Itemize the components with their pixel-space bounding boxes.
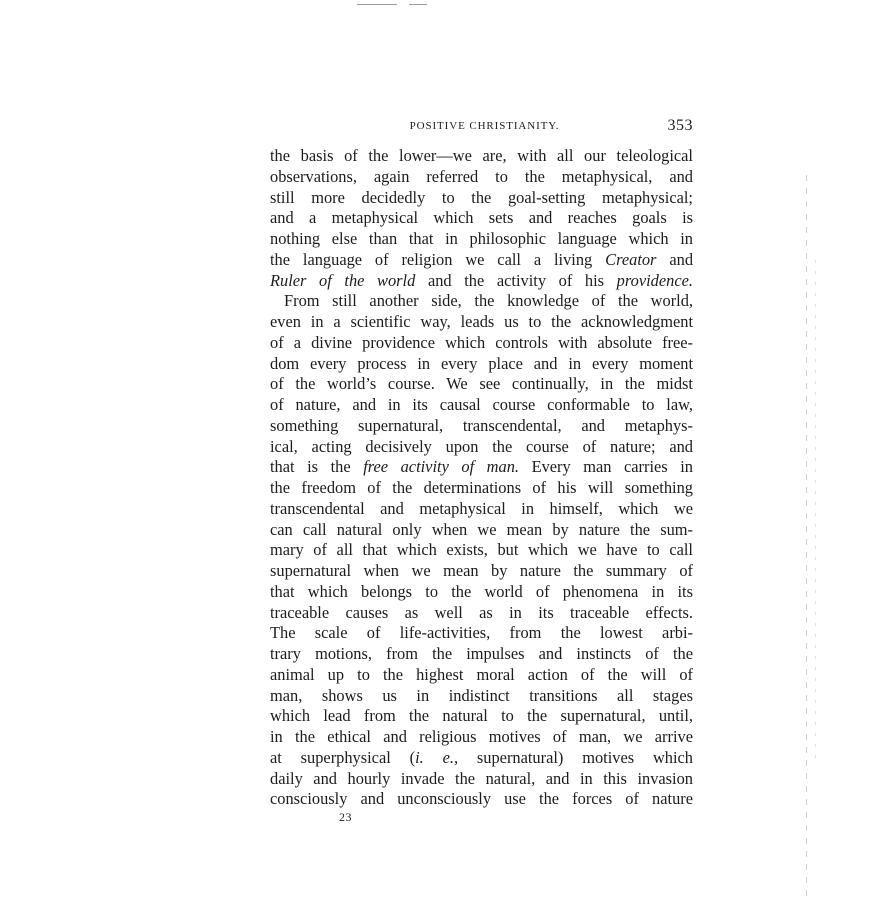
text-line: of the world’s course. We see continually, in the midst [270, 374, 693, 394]
text-line: in the ethical and religious motives of man, we arrive [270, 727, 693, 746]
signature-mark: 23 [339, 810, 352, 824]
text-line: dom every process in every place and in every moment [270, 353, 693, 373]
text-line: can call natural only when we mean by nature the sum- [270, 519, 693, 539]
text-span: and the activity of his [427, 270, 605, 290]
emphasis-text: providence. [616, 270, 693, 290]
text-line: of nature, and in its causal course conformable to law, [270, 395, 693, 414]
text-span: at superphysical ( [270, 747, 416, 767]
text-span: the language of religion we call a living [270, 249, 593, 269]
text-line: of a divine providence which controls with absolute free- [270, 332, 693, 352]
text-line: the freedom of the determinations of his will something [270, 478, 693, 497]
text-line: nothing else than that in philosophic language which in [270, 229, 693, 248]
text-line: supernatural when we mean by nature the summary of [270, 561, 693, 580]
text-line: something supernatural, transcendental, and metaphys- [270, 415, 693, 435]
top-rule [357, 4, 397, 5]
text-span: that is the [270, 457, 351, 477]
text-line: consciously and unconsciously use the forces of nature [270, 789, 693, 809]
running-head [270, 118, 693, 138]
emphasis-text: Creator [605, 249, 657, 269]
top-rule [409, 4, 427, 5]
text-line: The scale of life-activities, from the lowest arbi- [270, 623, 693, 643]
text-line: that which belongs to the world of phenomena in its [270, 581, 693, 601]
text-line: mary of all that which exists, but which we have to call [270, 540, 693, 560]
text-line: From still another side, the knowledge of the world, [284, 291, 693, 311]
page-number: 353 [667, 117, 693, 134]
text-line: trary motions, from the impulses and instincts of the [270, 644, 693, 663]
text-line: traceable causes as well as in its traceable effects. [270, 602, 693, 622]
text-span: and [669, 249, 694, 269]
text-line [270, 457, 693, 478]
text-line: even in a scientific way, leads us to the acknowledgment [270, 312, 693, 331]
text-line: the basis of the lower—we are, with all our teleological [270, 146, 693, 165]
body-text [270, 146, 693, 810]
text-line: ical, acting decisively upon the course of nature; and [270, 436, 693, 456]
text-line: man, shows us in indistinct transitions all stages [270, 685, 693, 705]
text-line [270, 271, 693, 292]
emphasis-text: i. e., [415, 747, 459, 767]
text-line [270, 250, 693, 271]
text-line [270, 748, 693, 769]
running-title: POSITIVE CHRISTIANITY. [409, 120, 560, 132]
text-line: still more decidedly to the goal-setting metaphysical; [270, 187, 693, 207]
text-line: transcendental and metaphysical in himself, which we [270, 498, 693, 518]
emphasis-text: Ruler of the world [270, 270, 416, 290]
text-line: which lead from the natural to the supernatural, until, [270, 706, 693, 726]
text-line: and a metaphysical which sets and reaches goals is [270, 208, 693, 228]
book-page [270, 118, 693, 810]
bleed-through-trace [806, 175, 807, 900]
text-line: animal up to the highest moral action of the will of [270, 664, 693, 684]
emphasis-text: free activity of man. [363, 457, 520, 477]
text-span: Every man carries in [531, 457, 693, 477]
text-line: observations, again referred to the metaphysical, and [270, 166, 693, 186]
text-span: supernatural) motives which [476, 747, 693, 767]
bleed-through-trace [815, 260, 816, 760]
text-line: daily and hourly invade the natural, and in this invasion [270, 768, 693, 788]
